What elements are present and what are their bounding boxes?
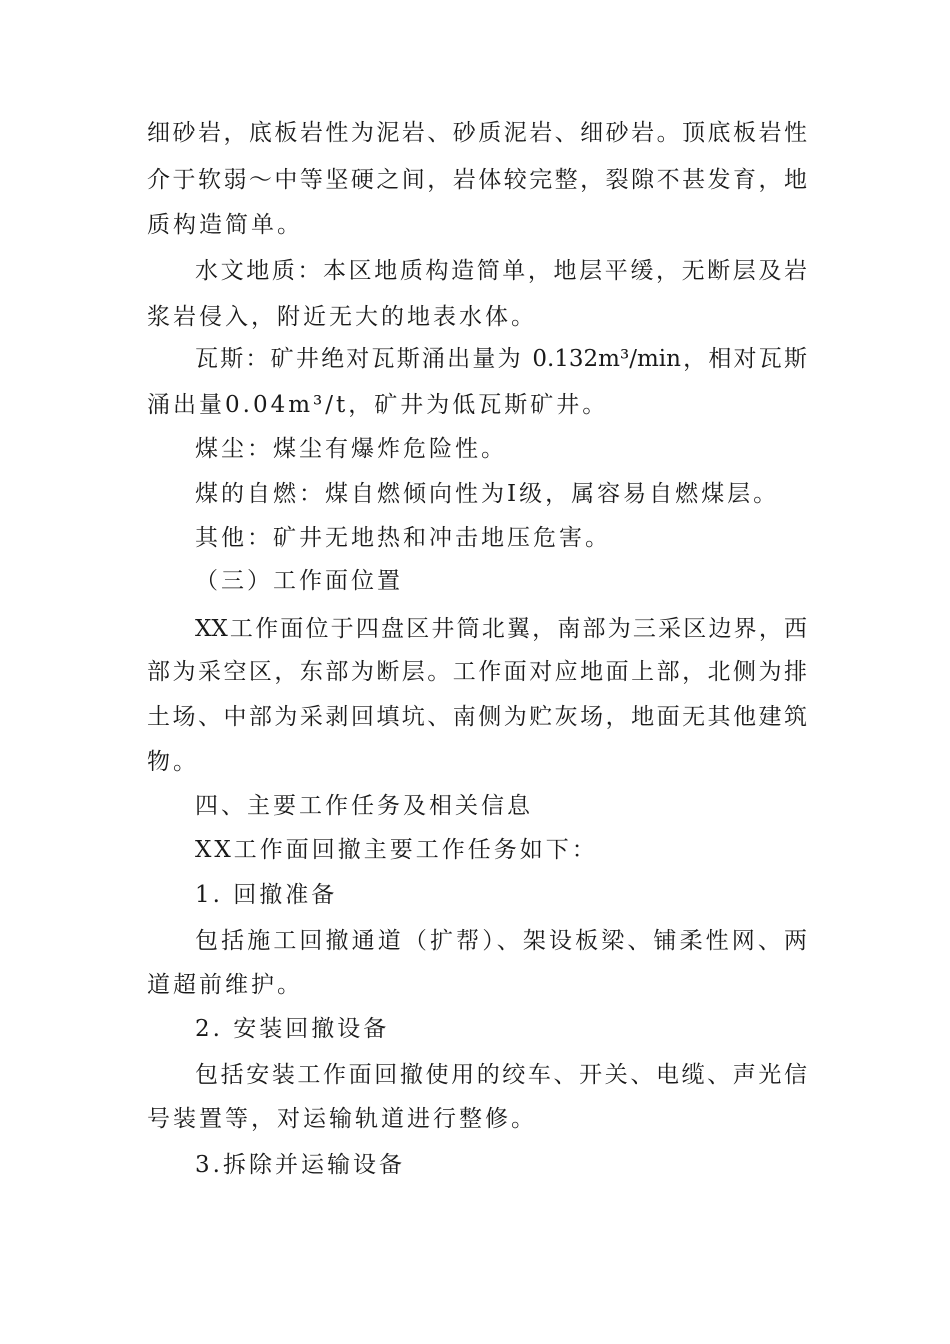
paragraph-line: 部为采空区，东部为断层。工作面对应地面上部，北侧为排: [147, 659, 807, 685]
list-item-heading: 2. 安装回撤设备: [195, 1016, 390, 1042]
paragraph-line: 煤的自燃：煤自燃倾向性为Ⅰ级，属容易自燃煤层。: [195, 481, 780, 507]
paragraph-line: 细砂岩，底板岩性为泥岩、砂质泥岩、细砂岩。顶底板岩性: [147, 120, 807, 146]
paragraph-line: 浆岩侵入，附近无大的地表水体。: [147, 304, 537, 330]
paragraph-line: 物。: [147, 749, 199, 775]
paragraph-line: 其他：矿井无地热和冲击地压危害。: [195, 525, 611, 551]
paragraph-line: 煤尘：煤尘有爆炸危险性。: [195, 436, 507, 462]
paragraph-line: 包括安装工作面回撤使用的绞车、开关、电缆、声光信: [195, 1062, 807, 1088]
paragraph-line: XX工作面位于四盘区井筒北翼，南部为三采区边界，西: [195, 616, 807, 642]
paragraph-line: 水文地质：本区地质构造简单，地层平缓，无断层及岩: [195, 258, 807, 284]
paragraph-line: 涌出量0.04m³/t，矿井为低瓦斯矿井。: [147, 392, 609, 418]
paragraph-line: 道超前维护。: [147, 972, 303, 998]
section-heading: （三）工作面位置: [195, 568, 403, 594]
paragraph-line: XX工作面回撤主要工作任务如下：: [195, 837, 598, 863]
paragraph-line: 瓦斯：矿井绝对瓦斯涌出量为 0.132m³/min，相对瓦斯: [195, 346, 807, 372]
paragraph-line: 号装置等，对运输轨道进行整修。: [147, 1106, 537, 1132]
paragraph-line: 介于软弱～中等坚硬之间，岩体较完整，裂隙不甚发育，地: [147, 167, 807, 193]
list-item-heading: 1. 回撤准备: [195, 882, 338, 908]
paragraph-line: 土场、中部为采剥回填坑、南侧为贮灰场，地面无其他建筑: [147, 704, 807, 730]
paragraph-line: 质构造简单。: [147, 212, 303, 238]
section-heading: 四、主要工作任务及相关信息: [195, 793, 533, 819]
list-item-heading: 3.拆除并运输设备: [195, 1152, 405, 1178]
paragraph-line: 包括施工回撤通道（扩帮）、架设板梁、铺柔性网、两: [195, 928, 807, 954]
